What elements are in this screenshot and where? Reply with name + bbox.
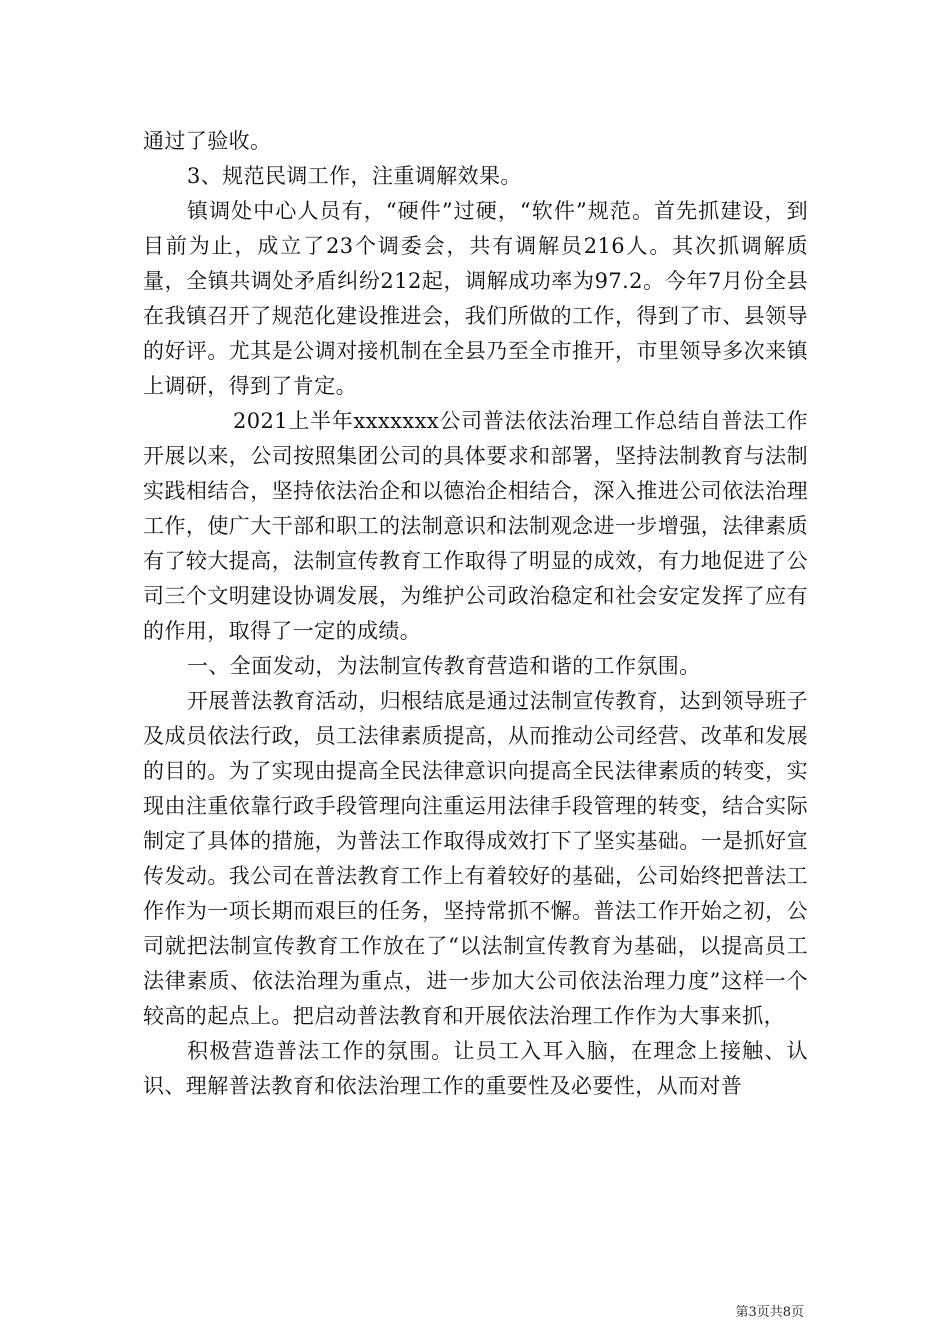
paragraph-4: 2021上半年xxxxxxx公司普法依法治理工作总结自普法工作开展以来，公司按照集团公司的具体要求和部署，坚持法制教育与法制实践相结合，坚持依法治企和以德治企相结合，深入推进公司依法治理工作，使广大干部和职工的法制意识和法制观念进一步增强，法律素质有了较大提高，法制宣传教育工作取得了明显的成效，有力地促进了公司三个文明建设协调发展，为维护公司政治稳定和社会安定发挥了应有的作用，取得了一定的成绩。 — [143, 409, 808, 643]
paragraph-7: 积极营造普法工作的氛围。让员工入耳入脑，在理念上接触、认识、理解普法教育和依法治理工作的重要性及必要性，从而对普 — [143, 1039, 808, 1098]
paragraph-3: 镇调处中心人员有，“硬件”过硬，“软件”规范。首先抓建设，到目前为止，成立了23个调委会，共有调解员216人。其次抓调解质量，全镇共调处矛盾纠纷212起，调解成功率为97.2。今年7月份全县在我镇召开了规范化建设推进会，我们所做的工作，得到了市、县领导的好评。尤其是公调对接机制在全县乃至全市推开，市里领导多次来镇上调研，得到了肯定。 — [143, 199, 808, 398]
paragraph-2: 3、规范民调工作，注重调解效果。 — [187, 164, 522, 188]
section-heading: 一、全面发动，为法制宣传教育营造和谐的工作氛围。 — [187, 654, 701, 678]
paragraph-6: 开展普法教育活动，归根结底是通过法制宣传教育，达到领导班子及成员依法行政，员工法律素质提高，从而推动公司经营、改革和发展的目的。为了实现由提高全民法律意识向提高全民法律素质的转变，实现由注重依靠行政手段管理向注重运用法律手段管理的转变，结合实际制定了具体的措施，为普法工作取得成效打下了坚实基础。一是抓好宣传发动。我公司在普法教育工作上有着较好的基础，公司始终把普法工作作为一项长期而艰巨的任务，坚持常抓不懈。普法工作开始之初，公司就把法制宣传教育工作放在了“以法制宣传教育为基础，以提高员工法律素质、依法治理为重点，进一步加大公司依法治理力度”这样一个较高的起点上。把启动普法教育和开展依法治理工作作为大事来抓， — [143, 689, 808, 1028]
document-body — [143, 124, 808, 1104]
paragraph-1: 通过了验收。 — [143, 129, 272, 153]
page-number: 第3页共8页 — [735, 1305, 804, 1320]
